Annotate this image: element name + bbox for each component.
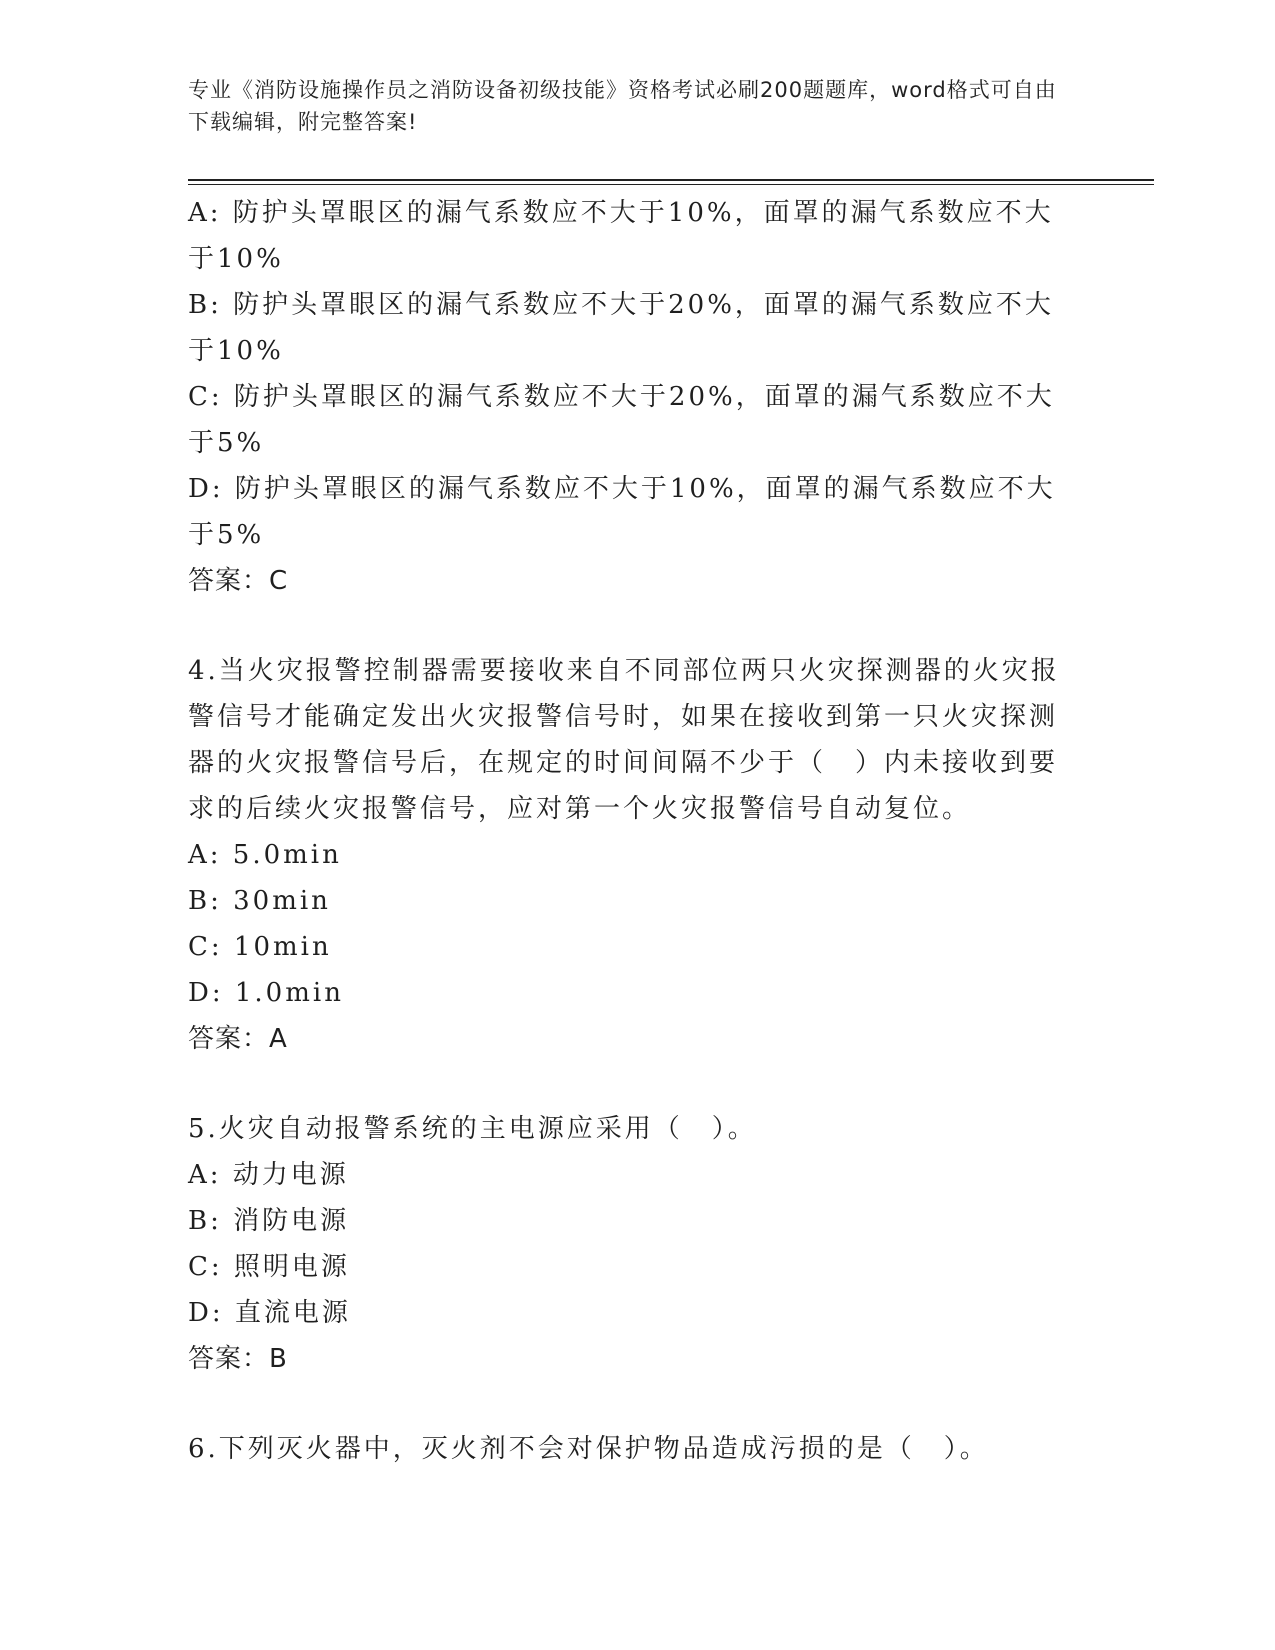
question-6-text: 6.下列灭火器中，灭火剂不会对保护物品造成污损的是（ ）。: [188, 1434, 989, 1464]
question-3-option-c: C: 防护头罩眼区的漏气系数应不大于20%，面罩的漏气系数应不大于5%: [188, 382, 1055, 458]
question-3-option-d: D: 防护头罩眼区的漏气系数应不大于10%，面罩的漏气系数应不大于5%: [188, 474, 1056, 550]
spacer: [188, 604, 1068, 648]
question-4-option-c: C: 10min: [188, 932, 332, 962]
question-5-answer: 答案：B: [188, 1344, 288, 1374]
question-5-option-a: A: 动力电源: [188, 1160, 349, 1190]
question-5-block: [188, 1106, 1068, 1382]
question-4-option-b: B: 30min: [188, 886, 331, 916]
question-3-option-b: B: 防护头罩眼区的漏气系数应不大于20%，面罩的漏气系数应不大于10%: [188, 290, 1054, 366]
question-4-answer: 答案：A: [188, 1024, 288, 1054]
question-4-block: [188, 648, 1068, 1062]
spacer: [188, 1062, 1068, 1106]
question-4-option-d: D: 1.0min: [188, 978, 344, 1008]
question-5-option-d: D: 直流电源: [188, 1298, 351, 1328]
question-5-text: 5.火灾自动报警系统的主电源应采用（ ）。: [188, 1114, 757, 1144]
spacer: [188, 1382, 1068, 1426]
question-3-option-a: A: 防护头罩眼区的漏气系数应不大于10%，面罩的漏气系数应不大于10%: [188, 198, 1054, 274]
document-body: [188, 190, 1068, 1472]
document-title: 专业《消防设施操作员之消防设备初级技能》资格考试必刷200题题库，word格式可自由下载编辑，附完整答案!: [188, 78, 1057, 134]
question-4-option-a: A: 5.0min: [188, 840, 342, 870]
question-3-answer: 答案：C: [188, 566, 289, 596]
question-6-block: [188, 1426, 1068, 1472]
document-header: [188, 74, 1068, 138]
question-3-block: [188, 190, 1068, 604]
question-5-option-b: B: 消防电源: [188, 1206, 350, 1236]
header-divider-top: [188, 179, 1154, 181]
question-4-text: 4.当火灾报警控制器需要接收来自不同部位两只火灾探测器的火灾报警信号才能确定发出火灾报警信号时，如果在接收到第一只火灾探测器的火灾报警信号后，在规定的时间间隔不少于（ ）内未接收到要求的后续火灾报警信号，应对第一个火灾报警信号自动复位。: [188, 656, 1060, 824]
question-5-option-c: C: 照明电源: [188, 1252, 350, 1282]
header-divider-bottom: [188, 184, 1154, 185]
